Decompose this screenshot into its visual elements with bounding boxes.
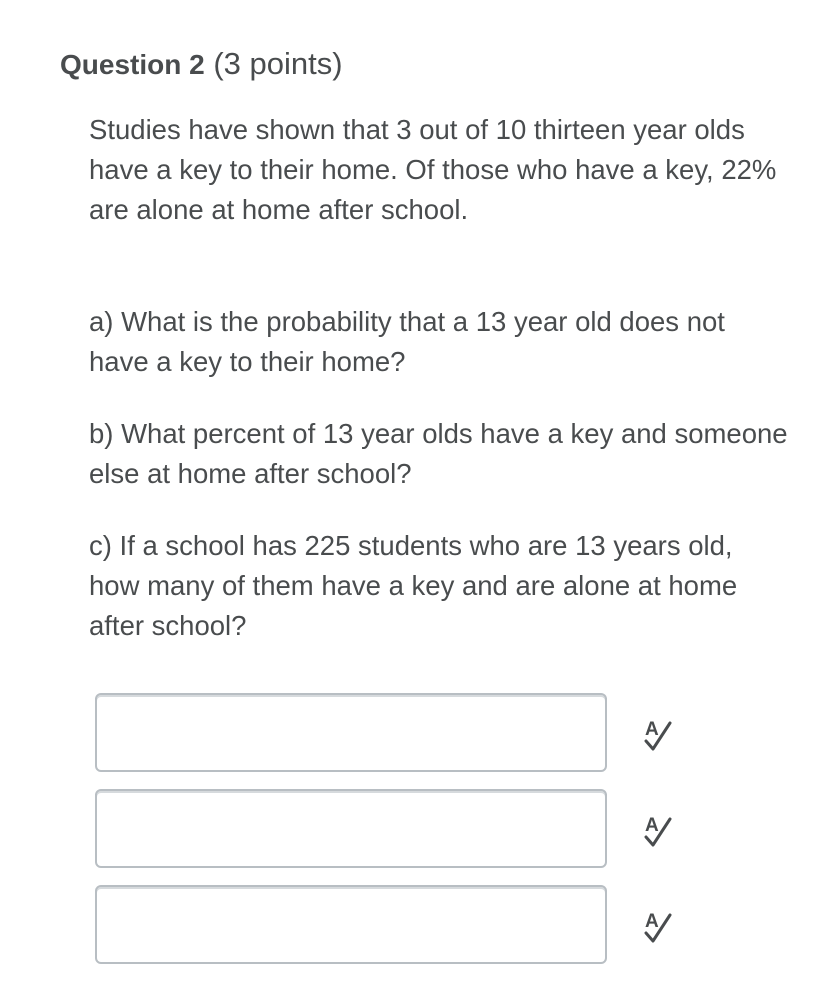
spellcheck-icon[interactable] — [637, 907, 677, 947]
answer-input-1[interactable] — [95, 693, 607, 772]
spellcheck-icon[interactable] — [637, 811, 677, 851]
question-part-a: a) What is the probability that a 13 year old does not have a key to their home? — [89, 306, 725, 377]
spellcheck-icon[interactable] — [637, 715, 677, 755]
answer-row-2 — [95, 789, 715, 873]
answer-row-1 — [95, 693, 715, 777]
question-intro: Studies have shown that 3 out of 10 thirteen year olds have a key to their home. Of those who have a key, 22% are alone at home after school. — [89, 114, 777, 225]
question-part-c: c) If a school has 225 students who are 13 years old, how many of them have a key and are alone at home after school? — [89, 530, 738, 641]
svg-text:A: A — [645, 815, 659, 836]
question-header — [60, 44, 343, 85]
question-points: (3 points) — [213, 46, 343, 81]
answer-input-2[interactable] — [95, 789, 607, 868]
svg-text:A: A — [645, 719, 659, 740]
answer-input-3[interactable] — [95, 885, 607, 964]
question-part-b: b) What percent of 13 year olds have a key and someone else at home after school? — [89, 418, 788, 489]
answer-row-3 — [95, 885, 715, 969]
question-title: Question 2 — [60, 49, 205, 80]
svg-text:A: A — [645, 911, 659, 932]
